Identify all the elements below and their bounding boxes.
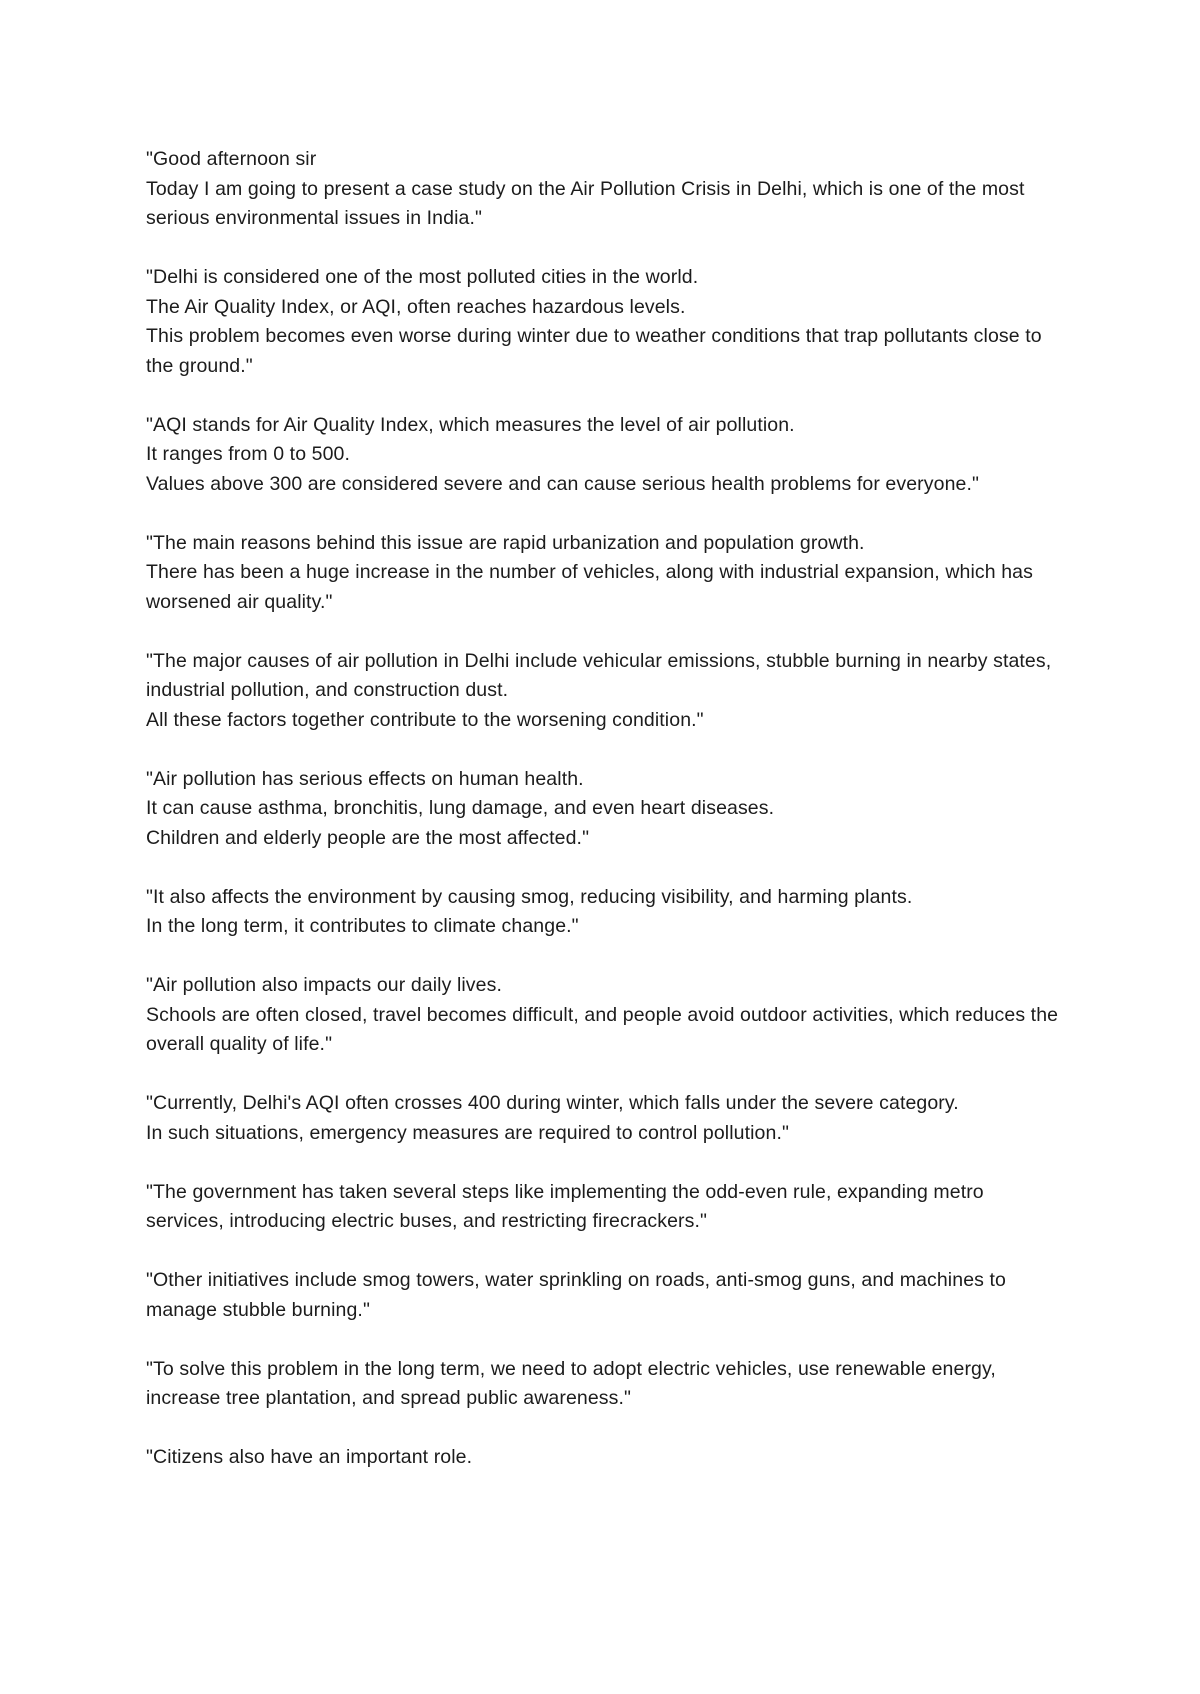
paragraph bbox=[146, 1355, 1066, 1414]
paragraph-line: "It also affects the environment by causing smog, reducing visibility, and harming plants. bbox=[146, 885, 913, 908]
paragraph-line: "Currently, Delhi's AQI often crosses 400 during winter, which falls under the severe category. bbox=[146, 1092, 959, 1114]
paragraph bbox=[146, 765, 1066, 854]
paragraph-line: The Air Quality Index, or AQI, often reaches hazardous levels. bbox=[146, 295, 686, 318]
paragraph-line: Children and elderly people are the most affected." bbox=[146, 826, 590, 849]
paragraph-line: All these factors together contribute to the worsening condition." bbox=[146, 708, 704, 731]
paragraph bbox=[146, 529, 1066, 618]
paragraph-line: "Air pollution also impacts our daily lives. bbox=[146, 974, 502, 996]
document-page bbox=[146, 145, 1066, 1502]
paragraph bbox=[146, 1443, 1066, 1473]
paragraph-line: "Other initiatives include smog towers, water sprinkling on roads, anti-smog guns, and machines to manage stubble burning." bbox=[146, 1269, 1012, 1321]
paragraph-line: "Good afternoon sir bbox=[146, 148, 317, 170]
paragraph-line: It ranges from 0 to 500. bbox=[146, 443, 351, 465]
paragraph-line: "Delhi is considered one of the most polluted cities in the world. bbox=[146, 266, 699, 288]
paragraph bbox=[146, 1178, 1066, 1237]
paragraph-line: "The major causes of air pollution in Delhi include vehicular emissions, stubble burning in nearby states, industrial pollution, and construction dust. bbox=[146, 649, 1057, 701]
paragraph bbox=[146, 1266, 1066, 1325]
paragraph-line: Schools are often closed, travel becomes difficult, and people avoid outdoor activities, which reduces the overall quality of life." bbox=[146, 1003, 1064, 1055]
paragraph bbox=[146, 971, 1066, 1060]
paragraph-list bbox=[146, 145, 1066, 1473]
paragraph bbox=[146, 647, 1066, 736]
paragraph-line: "Citizens also have an important role. bbox=[146, 1446, 473, 1468]
paragraph-line: It can cause asthma, bronchitis, lung damage, and even heart diseases. bbox=[146, 797, 775, 819]
paragraph bbox=[146, 1089, 1066, 1148]
paragraph-line: In such situations, emergency measures are required to control pollution." bbox=[146, 1121, 789, 1144]
paragraph-line: In the long term, it contributes to climate change." bbox=[146, 915, 579, 937]
paragraph-line: "To solve this problem in the long term, we need to adopt electric vehicles, use renewable energy, increase tree plantation, and spread public awareness." bbox=[146, 1357, 1002, 1409]
paragraph-line: "Air pollution has serious effects on human health. bbox=[146, 767, 584, 790]
paragraph bbox=[146, 411, 1066, 500]
paragraph bbox=[146, 883, 1066, 942]
paragraph-line: "AQI stands for Air Quality Index, which measures the level of air pollution. bbox=[146, 413, 795, 436]
paragraph-line: There has been a huge increase in the number of vehicles, along with industrial expansion, which has worsened air quality." bbox=[146, 561, 1039, 613]
paragraph-line: This problem becomes even worse during winter due to weather conditions that trap pollutants close to the ground." bbox=[146, 325, 1048, 377]
paragraph-line: "The main reasons behind this issue are rapid urbanization and population growth. bbox=[146, 531, 865, 554]
paragraph-line: Values above 300 are considered severe and can cause serious health problems for everyone." bbox=[146, 472, 979, 495]
paragraph-line: "The government has taken several steps like implementing the odd-even rule, expanding metro services, introducing electric buses, and restricting firecrackers." bbox=[146, 1180, 990, 1232]
paragraph bbox=[146, 145, 1066, 234]
paragraph bbox=[146, 263, 1066, 381]
paragraph-line: Today I am going to present a case study on the Air Pollution Crisis in Delhi, which is one of the most serious environmental issues in India." bbox=[146, 177, 1031, 229]
